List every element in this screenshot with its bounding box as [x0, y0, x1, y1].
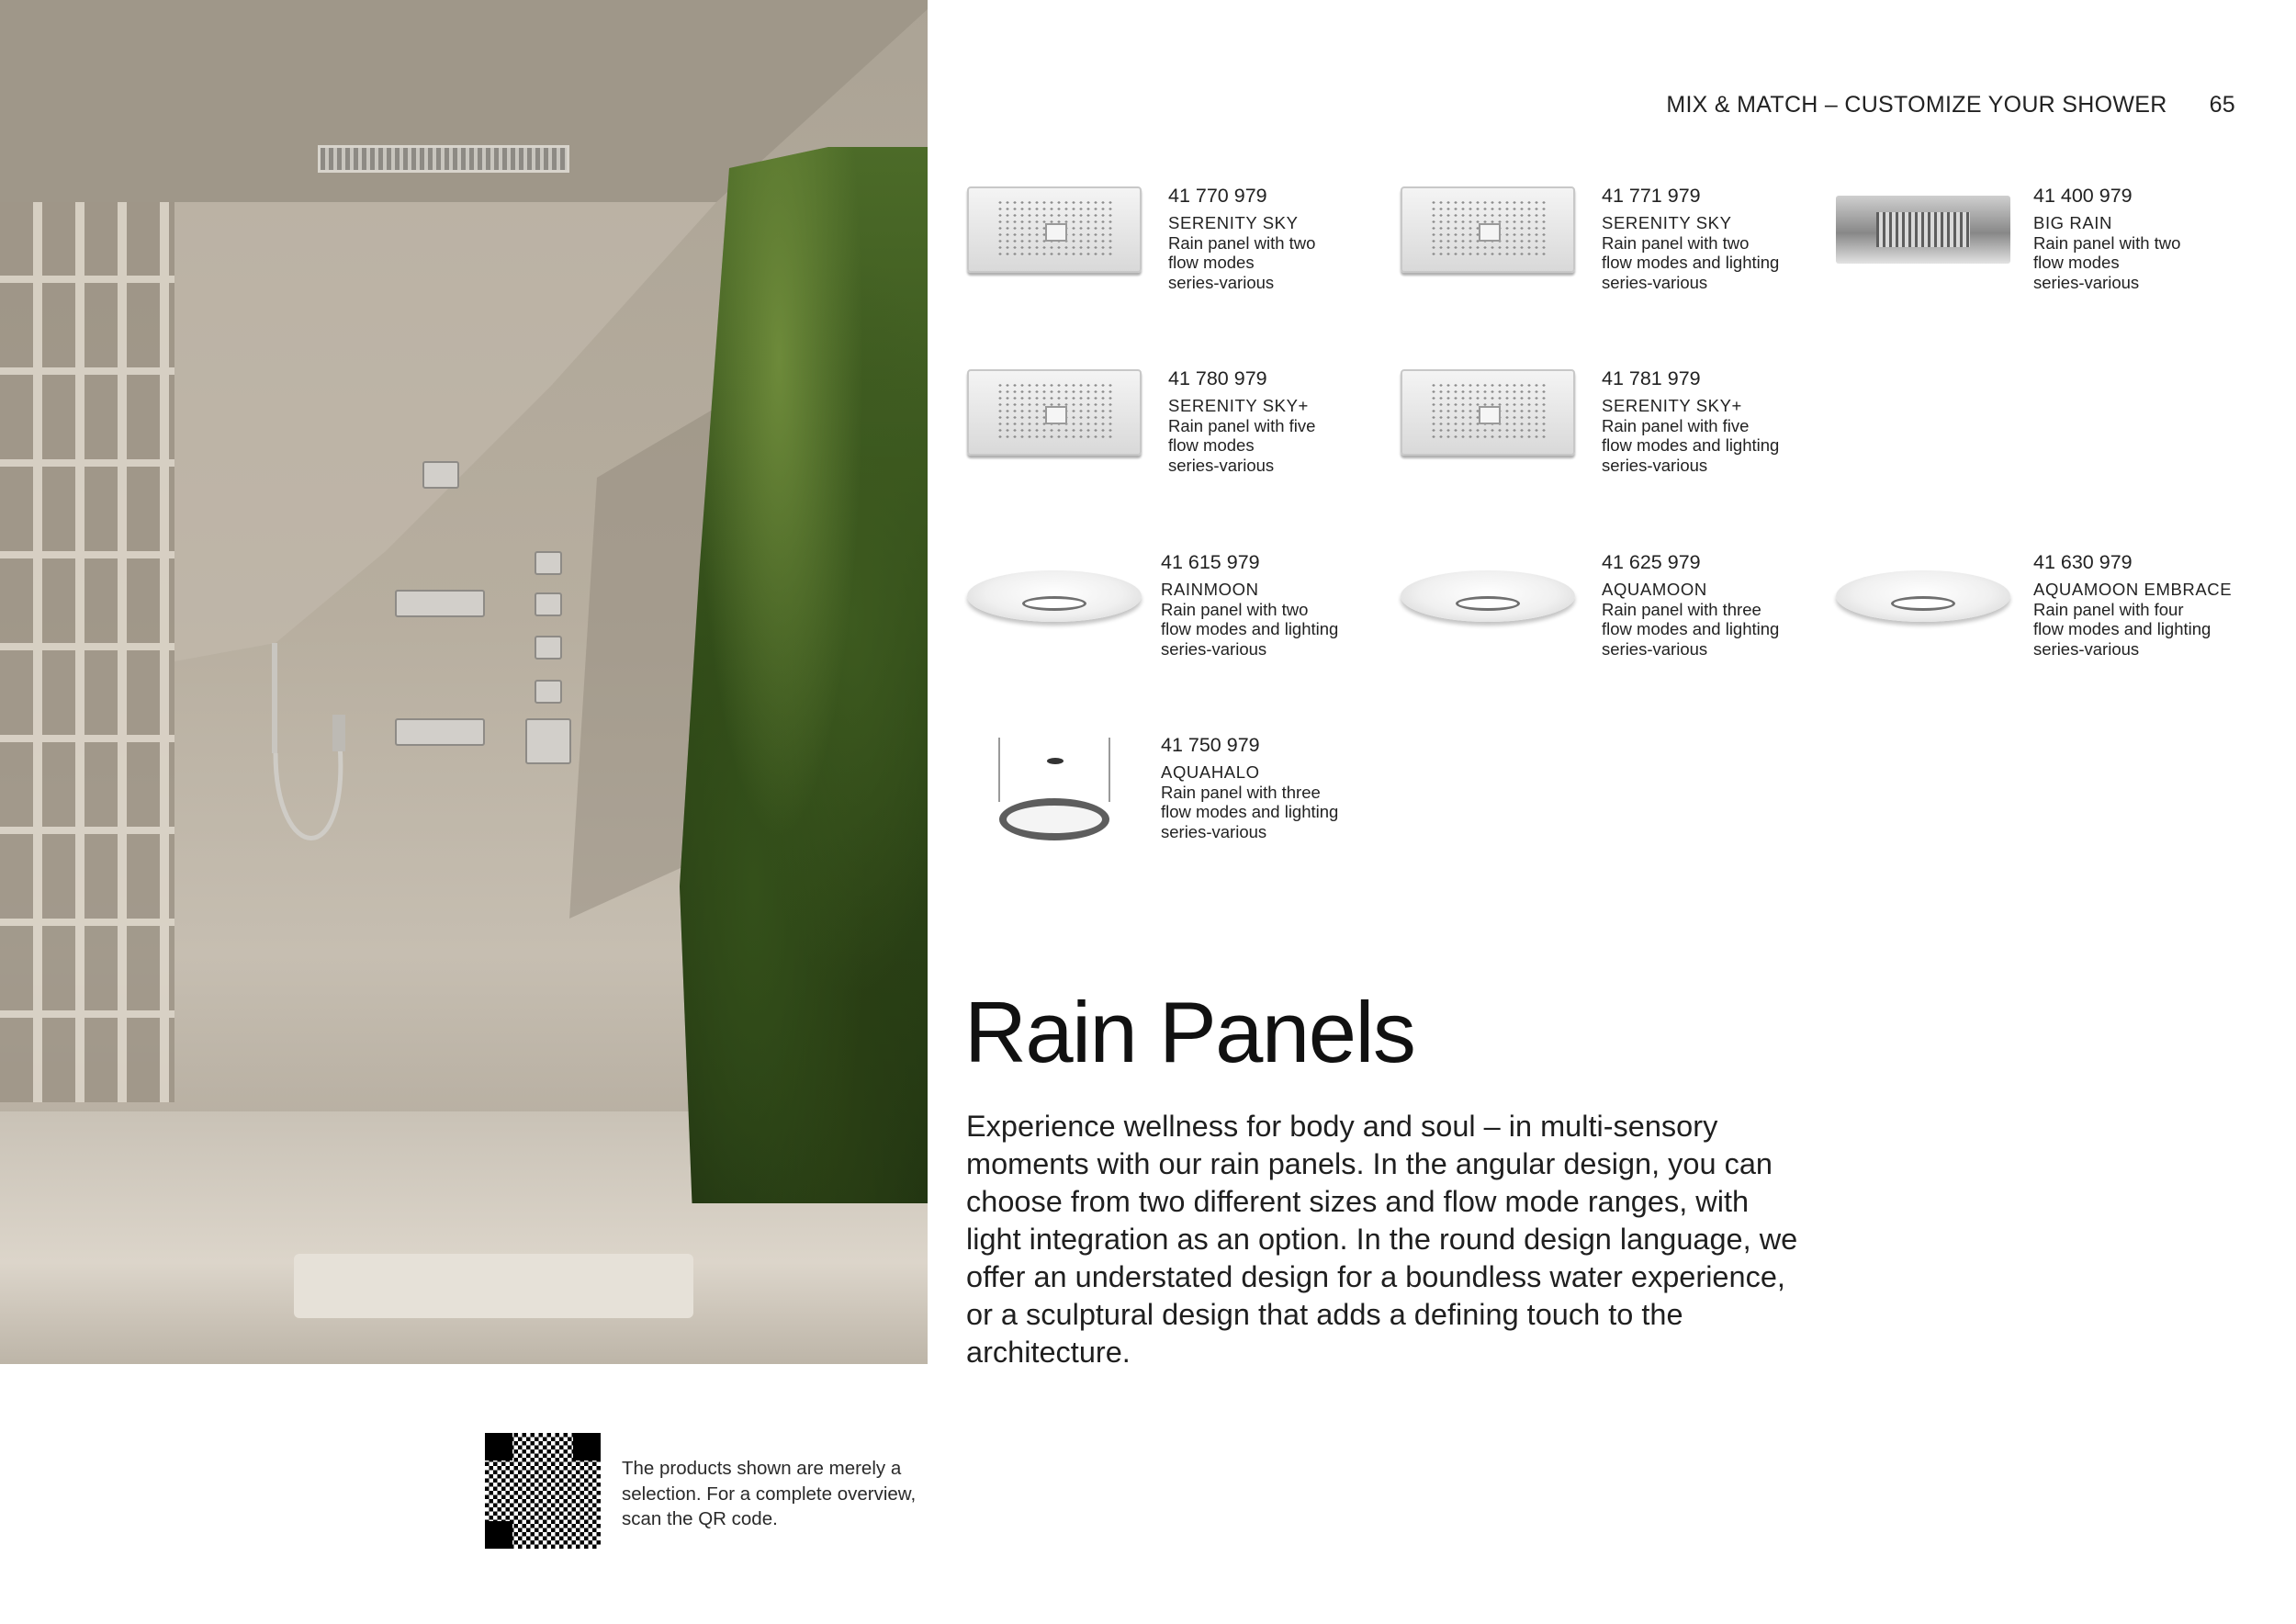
qr-code[interactable] [485, 1433, 601, 1549]
product-name: RAINMOON [1161, 580, 1259, 599]
bath-mat [294, 1254, 693, 1318]
rain-panel-image [967, 369, 1142, 456]
shower-room-photo [0, 0, 928, 1364]
product-description: flow modes [2033, 253, 2120, 272]
product-code: 41 750 979 [1161, 734, 1260, 756]
product-code: 41 630 979 [2033, 551, 2133, 573]
product-item [964, 733, 1338, 852]
rain-panel-image [1836, 570, 2010, 622]
product-description: flow modes and lighting [1602, 619, 1780, 638]
product-name: SERENITY SKY [1602, 213, 1732, 232]
product-code: 41 780 979 [1168, 367, 1267, 389]
product-description: flow modes and lighting [1602, 253, 1780, 272]
body-text: Experience wellness for body and soul – in multi-sensory moments with our rain panels. In the angular design, you can choose from two different sizes and flow mode ranges, with light integration as an option. In the round design language, we offer an understated design for a boundless water experience, or a sculptural design that adds a defining touch to the architecture. [966, 1110, 1798, 1369]
product-name: BIG RAIN [2033, 213, 2113, 232]
product-name: AQUAMOON [1602, 580, 1707, 599]
wall-control-2 [395, 718, 485, 746]
rain-panel-image [1836, 196, 2010, 264]
product-item [1833, 184, 2180, 292]
product-description: Rain panel with three [1161, 782, 1321, 802]
product-item [1833, 550, 2232, 659]
rain-panel-image [1401, 369, 1575, 456]
product-series: series-various [1161, 638, 1267, 659]
product-description: flow modes and lighting [1161, 619, 1339, 638]
wall-control-1 [395, 590, 485, 617]
product-description: flow modes and lighting [1602, 435, 1780, 455]
wall-outlet [422, 461, 459, 489]
thermostat [525, 718, 571, 764]
rain-panel-image [967, 570, 1142, 622]
product-code: 41 615 979 [1161, 551, 1260, 573]
product-description: Rain panel with five [1168, 415, 1316, 435]
product-description: flow modes and lighting [1161, 802, 1339, 821]
product-name: SERENITY SKY [1168, 213, 1299, 232]
product-description: flow modes and lighting [2033, 619, 2212, 638]
product-name: SERENITY SKY+ [1168, 396, 1309, 415]
product-series: series-various [2033, 272, 2140, 292]
product-code: 41 770 979 [1168, 185, 1267, 207]
rain-panel-image [995, 738, 1114, 848]
product-item [964, 367, 1315, 475]
product-description: flow modes [1168, 435, 1255, 455]
page-header [1666, 92, 2235, 118]
page-title: Rain Panels [964, 984, 1415, 1080]
section-title: MIX & MATCH – CUSTOMIZE YOUR SHOWER [1666, 92, 2167, 118]
rain-panel-image [1401, 570, 1575, 622]
product-series: series-various [2033, 638, 2140, 659]
rain-panel-image [1401, 186, 1575, 273]
body-jet-4 [535, 680, 562, 704]
product-name: SERENITY SKY+ [1602, 396, 1742, 415]
product-series: series-various [1602, 272, 1708, 292]
product-series: series-various [1602, 455, 1708, 475]
product-description: Rain panel with three [1602, 599, 1761, 619]
product-item [1398, 550, 1779, 659]
product-name: AQUAHALO [1161, 762, 1260, 782]
product-name: AQUAMOON EMBRACE [2033, 580, 2233, 599]
product-item [964, 550, 1338, 659]
product-item [964, 184, 1315, 292]
product-description: Rain panel with two [1168, 232, 1316, 253]
product-description: Rain panel with four [2033, 599, 2184, 619]
product-description: Rain panel with two [1161, 599, 1309, 619]
product-code: 41 625 979 [1602, 551, 1701, 573]
product-description: Rain panel with two [1602, 232, 1750, 253]
qr-note: The products shown are merely a selection. For a complete overview, scan the QR code. [622, 1458, 917, 1529]
product-series: series-various [1168, 455, 1275, 475]
product-series: series-various [1161, 821, 1267, 841]
product-description: Rain panel with five [1602, 415, 1750, 435]
wall-shelving [0, 202, 174, 1102]
hand-shower [248, 634, 367, 946]
product-code: 41 781 979 [1602, 367, 1701, 389]
page-number: 65 [2209, 92, 2235, 118]
body-jet-2 [535, 592, 562, 616]
product-item [1398, 367, 1779, 475]
rain-panel-image [967, 186, 1142, 273]
product-series: series-various [1168, 272, 1275, 292]
product-item [1398, 184, 1779, 292]
body-jet-1 [535, 551, 562, 575]
ceiling-rain-panel [318, 145, 569, 173]
product-code: 41 400 979 [2033, 185, 2133, 207]
product-description: Rain panel with two [2033, 232, 2181, 253]
product-series: series-various [1602, 638, 1708, 659]
body-jet-3 [535, 636, 562, 660]
product-code: 41 771 979 [1602, 185, 1701, 207]
product-description: flow modes [1168, 253, 1255, 272]
